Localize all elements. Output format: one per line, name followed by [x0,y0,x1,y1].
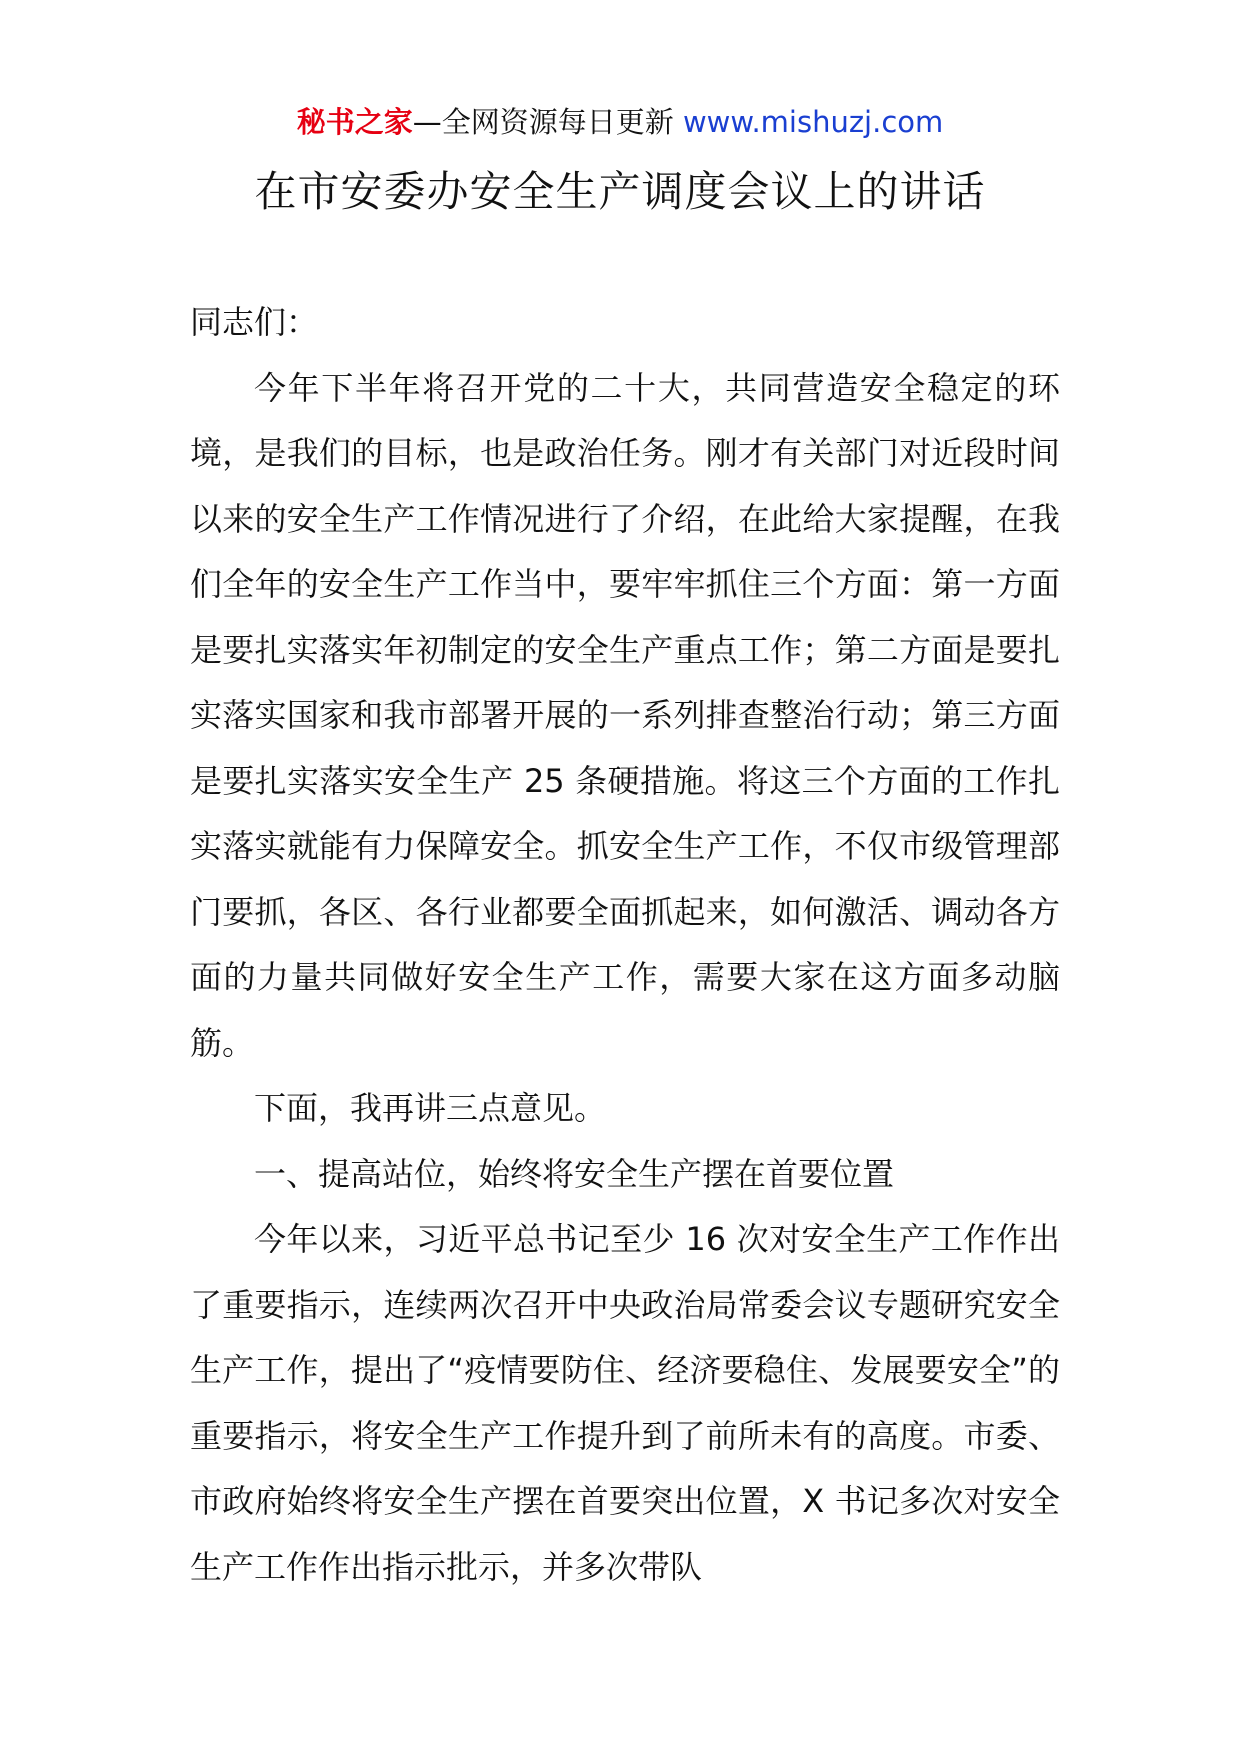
site-url-link[interactable]: www.mishuzj.com [682,105,944,139]
brand-name: 秘书之家 [296,105,413,139]
salutation: 同志们： [190,303,319,341]
document-body [190,290,1060,1600]
section-heading: 一、提高站位，始终将安全生产摆在首要位置 [254,1154,895,1193]
banner-tagline: —全网资源每日更新 [412,105,674,139]
paragraph-transition: 下面，我再讲三点意见。 [254,1089,607,1127]
section-paragraph: 今年以来，习近平总书记至少 16 次对安全生产工作作出了重要指示，连续两次召开中央政治局常委会议专题研究安全生产工作，提出了“疫情要防住、经济要稳住、发展要安全”的重要指示，将安全生产工作提升到了前所未有的高度。市委、市政府始终将安全生产摆在首要突出位置，X 书记多次对安全生产工作作出指示批示，并多次带队 [190,1220,1060,1586]
site-banner [0,100,1240,144]
paragraph-intro: 今年下半年将召开党的二十大，共同营造安全稳定的环境，是我们的目标，也是政治任务。刚才有关部门对近段时间以来的安全生产工作情况进行了介绍，在此给大家提醒，在我们全年的安全生产工作当中，要牢牢抓住三个方面：第一方面是要扎实落实年初制定的安全生产重点工作；第二方面是要扎实落实国家和我市部署开展的一系列排查整治行动；第三方面是要扎实落实安全生产 25 条硬措施。将这三个方面的工作扎实落实就能有力保障安全。抓安全生产工作，不仅市级管理部门要抓，各区、各行业都要全面抓起来，如何激活、调动各方面的力量共同做好安全生产工作，需要大家在这方面多动脑筋。 [190,368,1060,1062]
document-title: 在市安委办安全生产调度会议上的讲话 [254,167,986,216]
